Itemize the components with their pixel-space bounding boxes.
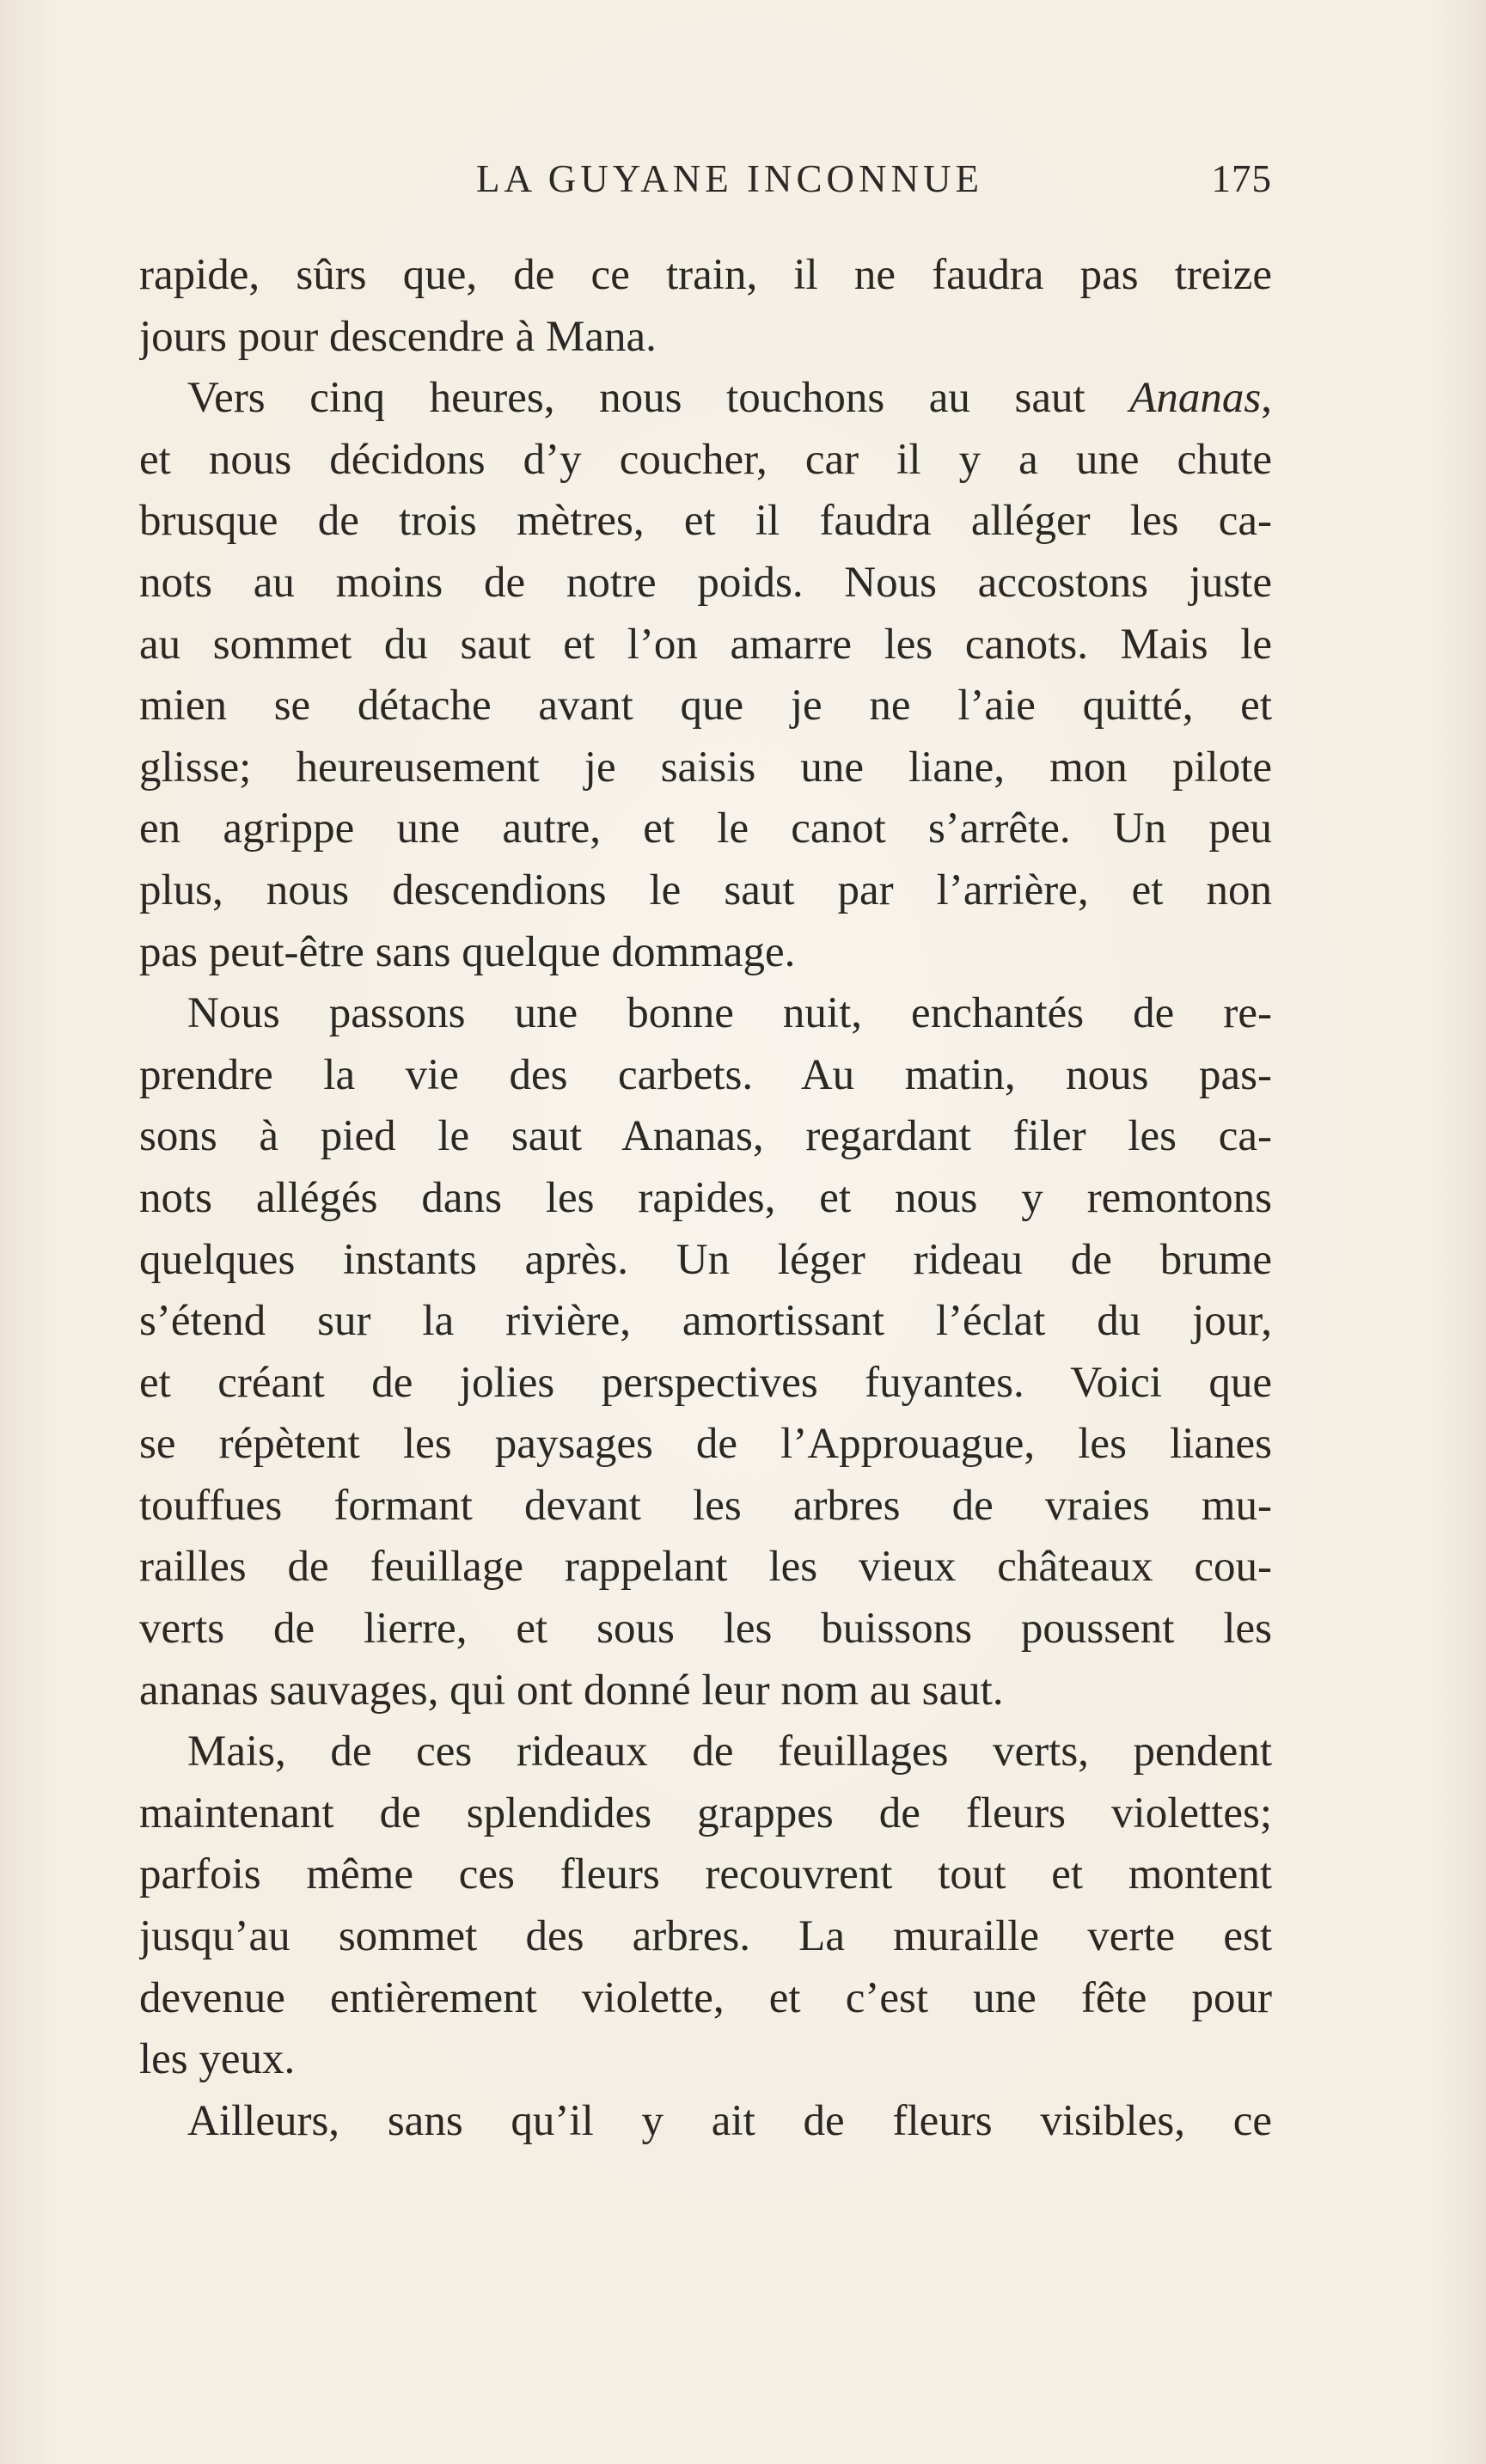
text-line [139,368,1272,430]
text-line: Mais, de ces rideaux de feuillages verts, pendent [187,1727,1272,1776]
text-line: devenue entièrement violette, et c’est une fête pour [139,1973,1272,2022]
text-line: les yeux. [139,2035,296,2084]
text-line: sons à pied le saut Ananas, regardant filer les ca- [139,1112,1272,1161]
text-line: rapide, sûrs que, de ce train, il ne faudra pas treize [139,251,1272,299]
page-header [187,153,1272,205]
italic-word: Ananas [1129,374,1262,423]
text-line: glisse; heureusement je saisis une liane, mon pilote [139,743,1272,792]
body-text [139,245,1272,2152]
text-line: maintenant de splendides grappes de fleurs violettes; [139,1788,1272,1837]
text-line: au sommet du saut et l’on amarre les canots. Mais le [139,620,1272,669]
text-segment: Vers cinq heures, nous touchons au saut [187,374,1085,423]
text-line: quelques instants après. Un léger rideau de brume [139,1235,1272,1284]
text-segment: , [1261,374,1272,423]
page-number: 175 [1211,157,1272,200]
text-line: railles de feuillage rappelant les vieux châteaux cou- [139,1543,1272,1592]
text-line: ananas sauvages, qui ont donné leur nom au saut. [139,1666,1004,1715]
text-line: touffues formant devant les arbres de vraies mu- [139,1481,1272,1530]
text-line: verts de lierre, et sous les buissons poussent les [139,1605,1272,1654]
text-line: et nous décidons d’y coucher, car il y a une chute [139,435,1272,484]
text-line: et créant de jolies perspectives fuyantes. Voici que [139,1358,1272,1407]
text-line: en agrippe une autre, et le canot s’arrête. Un peu [139,804,1272,853]
text-line: nots allégés dans les rapides, et nous y remontons [139,1173,1272,1222]
text-line: plus, nous descendions le saut par l’arrière, et non [139,865,1272,914]
text-line: prendre la vie des carbets. Au matin, nous pas- [139,1050,1272,1099]
text-line: Nous passons une bonne nuit, enchantés de re- [187,989,1272,1038]
text-line: se répètent les paysages de l’Approuague, les lianes [139,1420,1272,1469]
text-line: parfois même ces fleurs recouvrent tout et montent [139,1850,1272,1899]
text-line: mien se détache avant que je ne l’aie quitté, et [139,682,1272,731]
running-title: LA GUYANE INCONNUE [476,157,983,200]
text-line: jusqu’au sommet des arbres. La muraille verte est [139,1912,1272,1961]
text-line: pas peut-être sans quelque dommage. [139,927,796,976]
text-line: brusque de trois mètres, et il faudra alléger les ca- [139,497,1272,546]
text-line: Ailleurs, sans qu’il y ait de fleurs visibles, ce [187,2096,1272,2145]
text-line: nots au moins de notre poids. Nous accostons juste [139,558,1272,607]
text-line: s’étend sur la rivière, amortissant l’éclat du jour, [139,1297,1272,1346]
text-line: jours pour descendre à Mana. [139,312,657,361]
